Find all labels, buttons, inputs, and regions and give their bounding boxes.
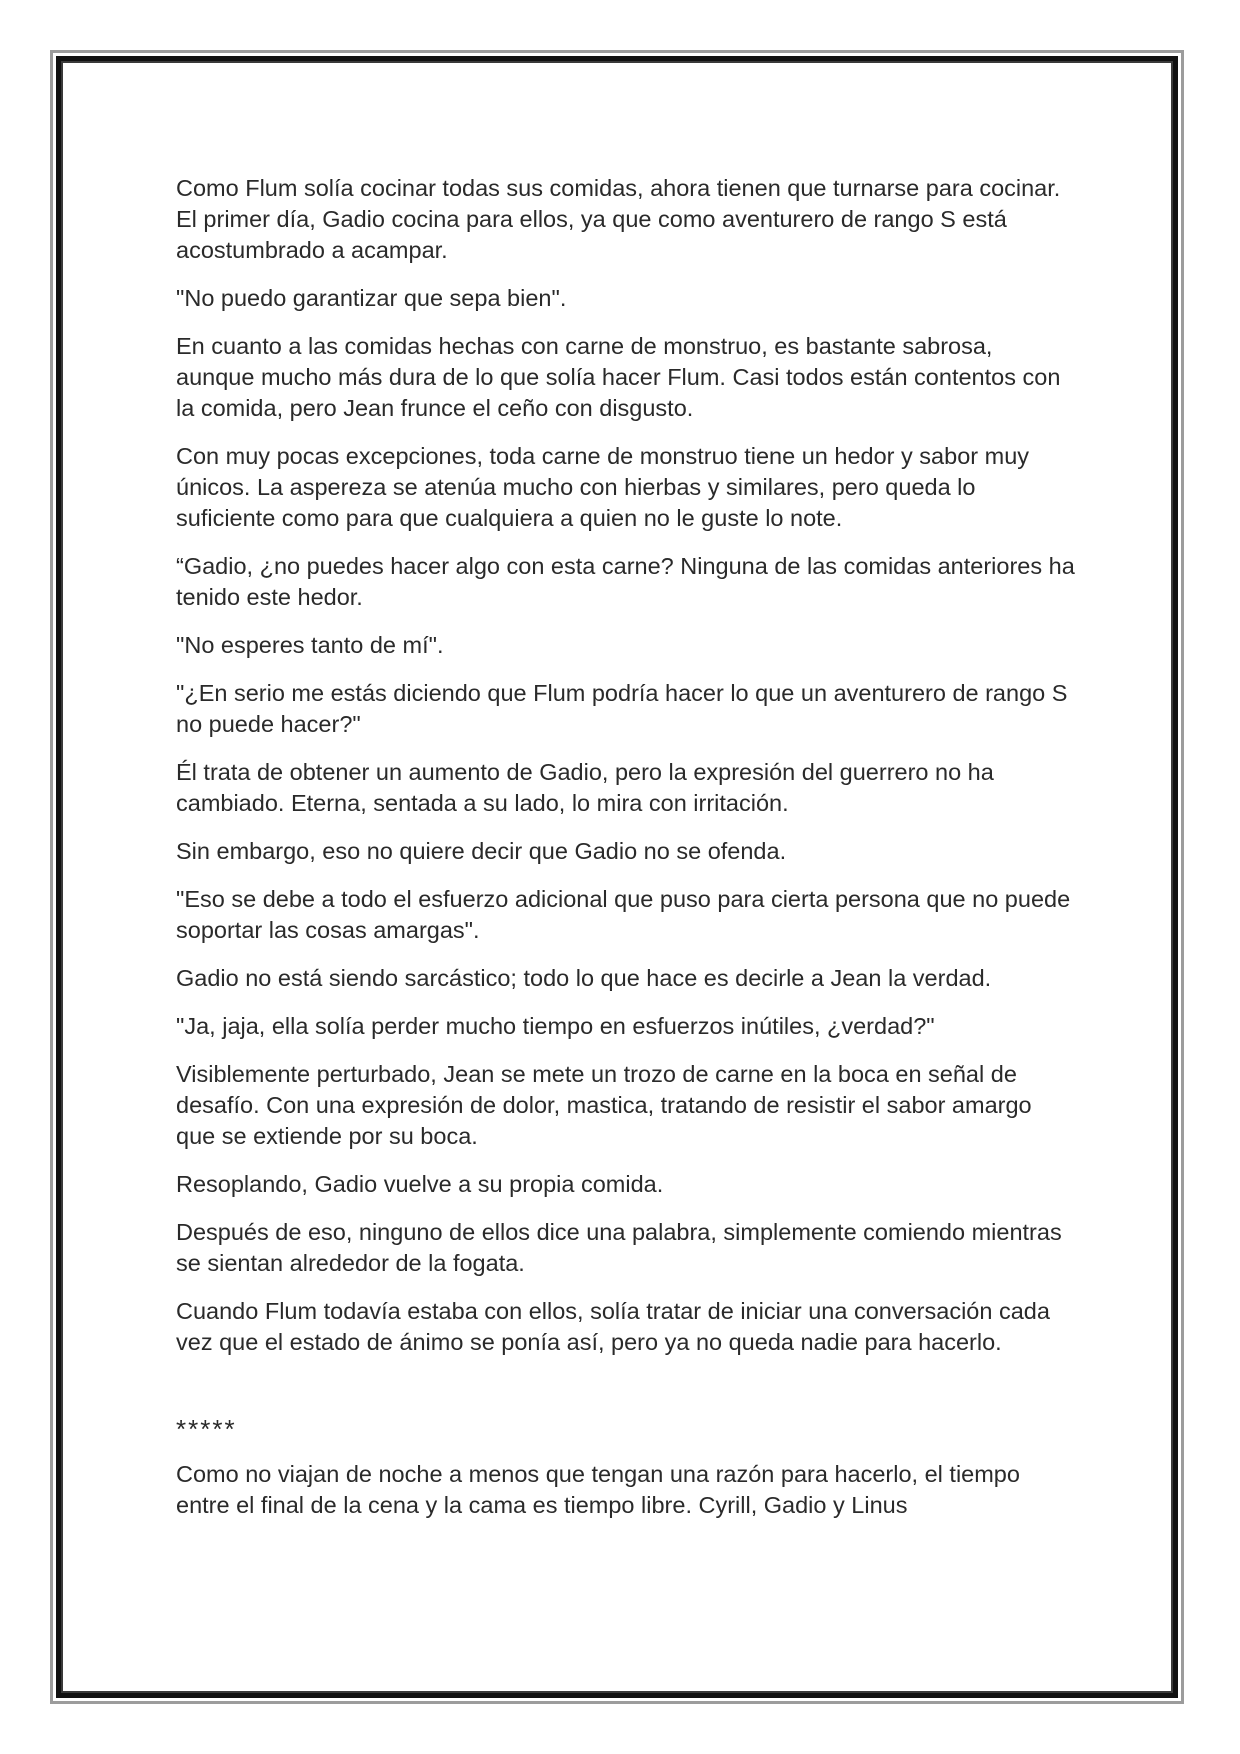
section-separator: *****: [176, 1414, 237, 1444]
paragraph: Gadio no está siendo sarcástico; todo lo que hace es decirle a Jean la verdad.: [176, 965, 992, 991]
paragraph: Como no viajan de noche a menos que tengan una razón para hacerlo, el tiempo entre el final de la cena y la cama es tiempo libre. Cyrill, Gadio y Linus: [176, 1461, 1020, 1518]
paragraph: "No esperes tanto de mí".: [176, 632, 444, 658]
paragraph: Cuando Flum todavía estaba con ellos, solía tratar de iniciar una conversación cada vez que el estado de ánimo se ponía así, pero ya no queda nadie para hacerlo.: [176, 1298, 1050, 1355]
paragraph: Después de eso, ninguno de ellos dice una palabra, simplemente comiendo mientras se sientan alrededor de la fogata.: [176, 1219, 1062, 1276]
paragraph: Él trata de obtener un aumento de Gadio, pero la expresión del guerrero no ha cambiado. Eterna, sentada a su lado, lo mira con irritación.: [176, 759, 994, 816]
paragraph: Sin embargo, eso no quiere decir que Gadio no se ofenda.: [176, 838, 787, 864]
paragraph: "Ja, jaja, ella solía perder mucho tiempo en esfuerzos inútiles, ¿verdad?": [176, 1013, 935, 1039]
paragraph: "¿En serio me estás diciendo que Flum podría hacer lo que un aventurero de rango S no puede hacer?": [176, 680, 1068, 737]
paragraph: “Gadio, ¿no puedes hacer algo con esta carne? Ninguna de las comidas anteriores ha tenido este hedor.: [176, 553, 1075, 610]
paragraph: Resoplando, Gadio vuelve a su propia comida.: [176, 1171, 664, 1197]
document-body: [176, 173, 1076, 1538]
paragraph: Visiblemente perturbado, Jean se mete un trozo de carne en la boca en señal de desafío. Con una expresión de dolor, mastica, tratando de resistir el sabor amargo que se extiende por su boca.: [176, 1061, 1032, 1149]
paragraph: "No puedo garantizar que sepa bien".: [176, 285, 567, 311]
paragraph: Como Flum solía cocinar todas sus comidas, ahora tienen que turnarse para cocinar. El primer día, Gadio cocina para ellos, ya que como aventurero de rango S está acostumbrado a acampar.: [176, 175, 1061, 263]
paragraph: "Eso se debe a todo el esfuerzo adicional que puso para cierta persona que no puede soportar las cosas amargas".: [176, 886, 1071, 943]
paragraph: En cuanto a las comidas hechas con carne de monstruo, es bastante sabrosa, aunque mucho más dura de lo que solía hacer Flum. Casi todos están contentos con la comida, pero Jean frunce el ceño con disgusto.: [176, 333, 1061, 421]
paragraph: Con muy pocas excepciones, toda carne de monstruo tiene un hedor y sabor muy únicos. La aspereza se atenúa mucho con hierbas y similares, pero queda lo suficiente como para que cualquiera a quien no le guste lo note.: [176, 443, 1030, 531]
